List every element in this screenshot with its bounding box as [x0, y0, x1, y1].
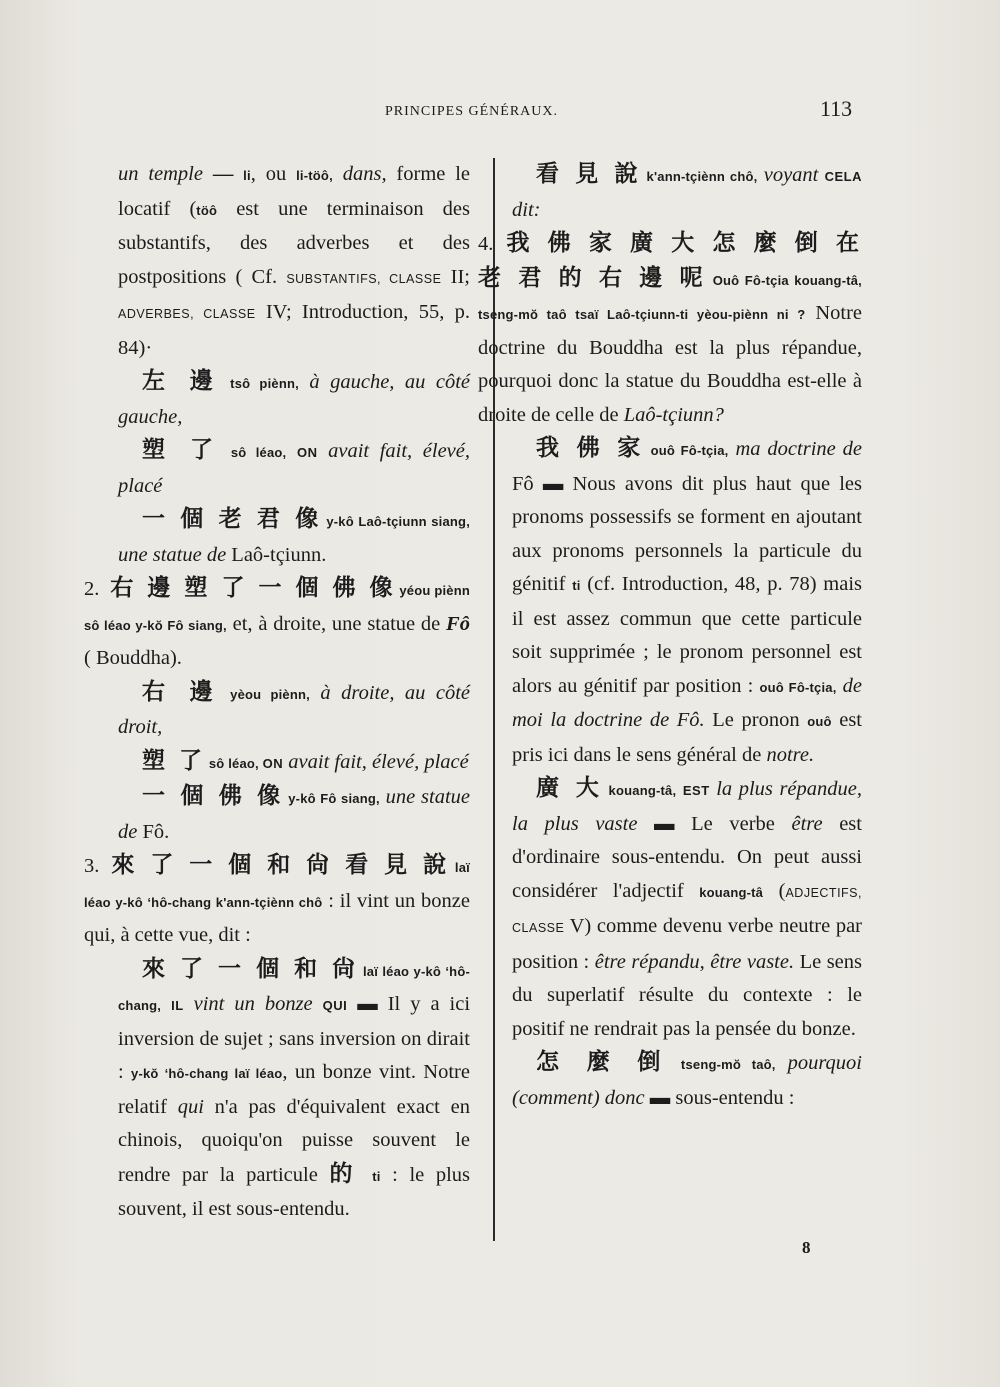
text: Le pronon	[704, 709, 808, 731]
signature-mark: 8	[802, 1238, 811, 1257]
gloss-ouo-fo-tcia	[512, 432, 862, 772]
italic-gloss: une statue de	[118, 786, 470, 843]
sentence-3	[84, 849, 470, 953]
text: II;	[441, 265, 470, 288]
chinese-characters: 左 邊	[142, 368, 222, 394]
running-head: PRINCIPES GÉNÉRAUX.	[385, 104, 559, 119]
space	[299, 371, 309, 393]
italic-gloss: à gauche, au côté gauche,	[118, 371, 471, 428]
space	[776, 1052, 788, 1074]
italic-gloss: vint un bonze	[193, 993, 313, 1015]
paragraph-temple-locative	[118, 158, 470, 365]
italic-term: qui	[177, 1095, 204, 1118]
romanization: y-kô Laô-tçiunn siang,	[321, 514, 471, 529]
italic-term: dans,	[342, 163, 387, 185]
text: ▬ sous-entendu :	[644, 1086, 795, 1109]
gloss-so-leao-2	[118, 745, 470, 781]
text: : il vint un bonze qui, à cette vue, dit :	[84, 889, 470, 946]
romanization: ouô	[807, 714, 832, 729]
italic-gloss: de moi la doctrine de Fô.	[512, 674, 863, 731]
text: V) comme devenu verbe neutre par position :	[512, 915, 862, 973]
sentence-2	[84, 572, 470, 676]
text: est pris ici dans le sens général de	[512, 709, 862, 766]
right-column	[478, 158, 863, 1115]
text: : le plus souvent, il est sous-entendu.	[118, 1163, 471, 1220]
romanization: ouô Fô-tçia,	[645, 443, 729, 458]
sentence-4	[478, 227, 862, 432]
chinese-characters: 來 了 一 個 和 尙	[142, 955, 359, 982]
romanization: Ouô Fô-tçia kouang-tâ, tseng-mŏ taô tsaï Laô-tçiunn-ti yèou-piènn ni ?	[478, 272, 862, 322]
small-caps-ref: ADVERBES, CLASSE	[118, 307, 256, 321]
gloss-yeou-pienn	[118, 676, 470, 745]
italic-term: Laô-tçiunn?	[623, 403, 724, 426]
italic-gloss: ma doctrine de	[735, 438, 863, 460]
romanization: ti	[361, 1168, 381, 1184]
left-column	[84, 158, 471, 1227]
chinese-characters: 廣 大	[536, 775, 604, 801]
small-caps-word: ON	[262, 755, 284, 771]
romanization: kouang-tâ	[699, 884, 764, 900]
text: forme le locatif (	[118, 163, 471, 220]
gloss-kouang-ta	[512, 772, 862, 1046]
romanization: ti	[572, 578, 581, 593]
text: Fô.	[137, 820, 170, 843]
italic-term: un temple	[118, 163, 203, 185]
chinese-characters: 右 邊	[142, 678, 222, 705]
small-caps-word: QUI	[322, 998, 348, 1013]
sentence-number: 2.	[84, 578, 100, 600]
sentence-number: 3.	[84, 855, 100, 877]
text: est d'ordinaire sous-entendu. On peut aussi considérer l'adjectif	[512, 812, 862, 902]
small-caps-word: EST	[682, 783, 710, 798]
italic-gloss: avait fait, élevé, placé	[288, 750, 469, 773]
text: IV; Introduction, 55, p. 84)·	[118, 301, 470, 359]
text: Notre doctrine du Bouddha est la plus répandue, pourquoi donc la statue du Bouddha est-elle à droite de celle de	[478, 302, 862, 426]
space	[161, 993, 171, 1015]
romanization: li	[243, 168, 251, 183]
small-caps-word: IL	[171, 998, 184, 1013]
gloss-tso-pienn	[118, 365, 470, 434]
sentence-number: 4.	[478, 233, 494, 255]
gloss-tseng-mo-tao	[512, 1046, 862, 1115]
text: ( Bouddha).	[84, 647, 182, 669]
text: n'a pas d'équivalent exact en chinois, quoiqu'on puisse souvent le rendre par la particule	[118, 1095, 470, 1186]
romanization: sô léao,	[221, 445, 287, 460]
chinese-characters: 右 邊 塑 了 一 個 佛 像	[99, 575, 396, 601]
romanization: tseng-mŏ taô,	[670, 1057, 776, 1072]
italic-gloss: pourquoi (comment) donc	[512, 1052, 863, 1109]
text: Nous avons dit plus haut que les pronoms possessifs se forment en ajoutant aux pronoms personnels la particule du génitif	[512, 472, 862, 595]
text: Fô	[512, 472, 543, 495]
space	[310, 682, 320, 704]
gloss-statue-fo	[118, 780, 470, 849]
romanization: laï léao y-kô ‘hô-chang,	[118, 963, 470, 1013]
chinese-characters: 看 見 說	[536, 161, 642, 187]
chinese-characters: 來 了 一 個 和 尙 看 見 說	[99, 852, 451, 878]
chinese-characters: 怎 麼 倒	[536, 1049, 671, 1075]
text	[333, 163, 343, 185]
page-number: 113	[820, 96, 853, 121]
chinese-characters: 一 個 佛 像	[142, 783, 284, 809]
romanization: töô	[196, 202, 218, 218]
space	[313, 993, 323, 1015]
gloss-lai-leao	[118, 953, 470, 1227]
romanization: kouang-tâ,	[603, 783, 677, 798]
romanization: y-kŏ ‘hô-chang laï léao	[131, 1066, 283, 1081]
romanization: laï léao y-kô ‘hô-chang k'ann-tçiènn chô	[84, 860, 470, 910]
text: ▬ Le verbe	[637, 812, 792, 835]
text: Le sens du superlatif résulte du contexte : le positif ne rendrait pas la pensée du bonze.	[512, 950, 862, 1040]
chinese-characters: 我 佛 家 廣 大 怎 麼 倒 在 老 君 的 右 邊 呢	[478, 230, 862, 291]
text: ▬ Il y a ici inversion de sujet ; sans inversion on dirait :	[118, 993, 471, 1083]
italic-gloss: une statue de	[118, 543, 227, 566]
italic-term: notre.	[766, 743, 815, 766]
romanization: y-kô Fô siang,	[283, 791, 380, 806]
text: , ou	[250, 163, 297, 185]
gloss-kann-tciienn-cho	[512, 158, 862, 227]
italic-gloss: voyant	[763, 164, 819, 186]
small-caps-ref: ADJECTIFS, CLASSE	[512, 885, 862, 935]
romanization: yéou piènn sô léao y-kŏ Fô siang,	[84, 583, 470, 633]
text: Laô-tçiunn.	[226, 543, 327, 566]
chinese-characters: 塑 了	[142, 437, 222, 463]
romanization: sô léao,	[205, 755, 263, 771]
italic-gloss: à droite, au côté droit,	[118, 681, 471, 738]
small-caps-word: CELA	[824, 169, 863, 184]
text: est une terminaison des substantifs, des adverbes et des postpositions ( Cf.	[118, 197, 470, 288]
romanization: ouô Fô-tçia,	[759, 679, 837, 695]
italic-gloss: avait fait, élevé, placé	[118, 440, 471, 497]
text: (cf. Introduction, 48, p. 78) mais il est assez commun que cette particule soit supprimée ; le pronom personnel est alors au génitif par position :	[512, 573, 863, 697]
text: (	[763, 879, 786, 902]
romanization: yèou piènn,	[221, 686, 310, 702]
text: et, à droite, une statue de	[226, 612, 447, 635]
italic-term: être	[791, 812, 823, 835]
small-caps-ref: SUBSTANTIFS, CLASSE	[286, 271, 442, 286]
italic-gloss: la plus répandue, la plus vaste	[512, 778, 863, 835]
gloss-so-leao	[118, 434, 470, 503]
small-caps-word: ON	[296, 445, 318, 460]
space	[317, 440, 328, 462]
italic-term: être répandu, être vaste.	[594, 950, 795, 973]
romanization: k'ann-tçiènn chô,	[641, 169, 758, 184]
chinese-characters: 的	[329, 1160, 362, 1187]
chinese-characters: 塑 了	[142, 747, 206, 774]
space	[184, 993, 194, 1015]
chinese-characters: 一 個 老 君 像	[142, 506, 322, 532]
italic-term: Fô	[446, 612, 470, 635]
gloss-statue-laotciunn	[118, 503, 470, 572]
dash: ▬	[542, 472, 564, 495]
text: , un bonze vint. Notre relatif	[118, 1061, 470, 1118]
italic-gloss: dit:	[512, 198, 541, 221]
romanization: li-töô,	[296, 168, 333, 183]
chinese-characters: 我 佛 家	[536, 435, 646, 461]
dash: —	[202, 163, 244, 185]
romanization: tsô piènn,	[221, 376, 299, 391]
space	[286, 440, 297, 462]
